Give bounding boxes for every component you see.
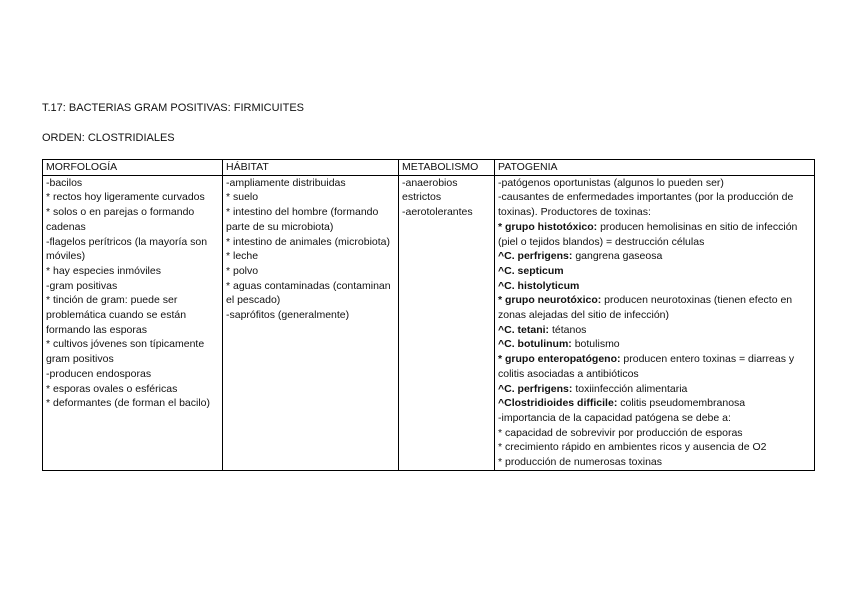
item-text: -causantes de enfermedades importantes (por la producción de toxinas). Productores de toxinas:	[498, 191, 797, 219]
item-text: producen neurotoxinas (tienen efecto en zonas alejadas del sitio de infección)	[498, 294, 796, 322]
list-item: * cultivos jóvenes son típicamente gram positivos	[46, 338, 208, 366]
item-bold: * grupo enteropatógeno:	[498, 353, 621, 366]
list-item: * suelo	[226, 191, 259, 204]
item-bold: ^C. histolyticum	[498, 279, 580, 292]
list-item	[498, 337, 811, 352]
item-text: gangrena gaseosa	[572, 250, 663, 263]
list-item	[498, 426, 811, 441]
list-item	[498, 323, 811, 338]
item-bold: * grupo histotóxico:	[498, 220, 598, 233]
item-text: -importancia de la capacidad patógena se debe a:	[498, 411, 731, 424]
item-text: producen hemolisinas en sitio de infección (piel o tejidos blandos) = destrucción células	[498, 220, 801, 248]
header-morfologia: MORFOLOGÍA	[43, 160, 223, 176]
list-item: * solos o en parejas o formando cadenas	[46, 206, 198, 233]
table-row	[43, 175, 815, 470]
item-text: toxiinfección alimentaria	[572, 382, 688, 395]
list-item: -gram positivas	[46, 279, 118, 292]
list-item	[498, 279, 811, 294]
item-text: * capacidad de sobrevivir por producción de esporas	[498, 426, 743, 439]
list-item: -flagelos perítricos (la mayoría son móviles)	[46, 235, 210, 263]
item-text: * crecimiento rápido en ambientes ricos y ausencia de O2	[498, 441, 767, 454]
characteristics-table	[42, 159, 815, 471]
list-item	[498, 293, 811, 322]
list-item: -aerotolerantes	[402, 206, 473, 219]
item-bold: ^C. septicum	[498, 264, 564, 277]
list-item: * deformantes (de forman el bacilo)	[46, 397, 210, 410]
item-bold: ^C. perfrigens:	[498, 382, 573, 395]
list-item	[498, 352, 811, 381]
table-header-row	[43, 160, 815, 176]
list-item	[498, 264, 811, 279]
order-heading: ORDEN: CLOSTRIDIALES	[42, 132, 175, 144]
list-item: * esporas ovales o esféricas	[46, 382, 178, 395]
list-item: -saprófitos (generalmente)	[226, 309, 350, 322]
list-item	[498, 455, 811, 470]
item-bold: ^C. perfrigens:	[498, 250, 573, 263]
header-metabolismo: METABOLISMO	[399, 160, 495, 176]
item-bold: ^C. tetani:	[498, 323, 550, 336]
item-bold: ^Clostridioides difficile:	[498, 397, 618, 410]
list-item	[498, 440, 811, 455]
header-habitat: HÁBITAT	[223, 160, 399, 176]
list-item	[498, 249, 811, 264]
list-item: * rectos hoy ligeramente curvados	[46, 191, 205, 204]
document-title: T.17: BACTERIAS GRAM POSITIVAS: FIRMICUITES	[42, 102, 305, 114]
list-item	[498, 396, 811, 411]
item-text: -patógenos oportunistas (algunos lo pueden ser)	[498, 176, 724, 189]
list-item	[498, 411, 811, 426]
list-item	[498, 176, 811, 191]
list-item: * tinción de gram: puede ser problemática cuando se están formando las esporas	[46, 294, 190, 336]
list-item: -bacilos	[46, 176, 83, 189]
list-item	[498, 190, 811, 219]
cell-habitat	[223, 175, 399, 470]
item-bold: * grupo neurotóxico:	[498, 294, 602, 307]
cell-morfologia	[43, 175, 223, 470]
list-item: -producen endosporas	[46, 367, 152, 380]
list-item: -ampliamente distribuidas	[226, 176, 346, 189]
cell-patogenia	[495, 175, 815, 470]
list-item: -anaerobios estrictos	[402, 176, 461, 204]
list-item: * polvo	[226, 264, 259, 277]
list-item: * hay especies inmóviles	[46, 264, 161, 277]
list-item	[498, 382, 811, 397]
item-bold: ^C. botulinum:	[498, 338, 572, 351]
list-item: * leche	[226, 250, 259, 263]
list-item: * aguas contaminadas (contaminan el pescado)	[226, 279, 394, 307]
list-item	[498, 220, 811, 249]
item-text: tétanos	[549, 323, 587, 336]
list-item: * intestino de animales (microbiota)	[226, 235, 390, 248]
header-patogenia: PATOGENIA	[495, 160, 815, 176]
cell-metabolismo	[399, 175, 495, 470]
item-text: * producción de numerosas toxinas	[498, 456, 663, 469]
item-text: producen entero toxinas = diarreas y colitis asociadas a antibióticos	[498, 353, 798, 380]
item-text: colitis pseudomembranosa	[617, 397, 746, 410]
item-text: botulismo	[571, 338, 620, 351]
list-item: * intestino del hombre (formando parte de su microbiota)	[226, 206, 382, 233]
